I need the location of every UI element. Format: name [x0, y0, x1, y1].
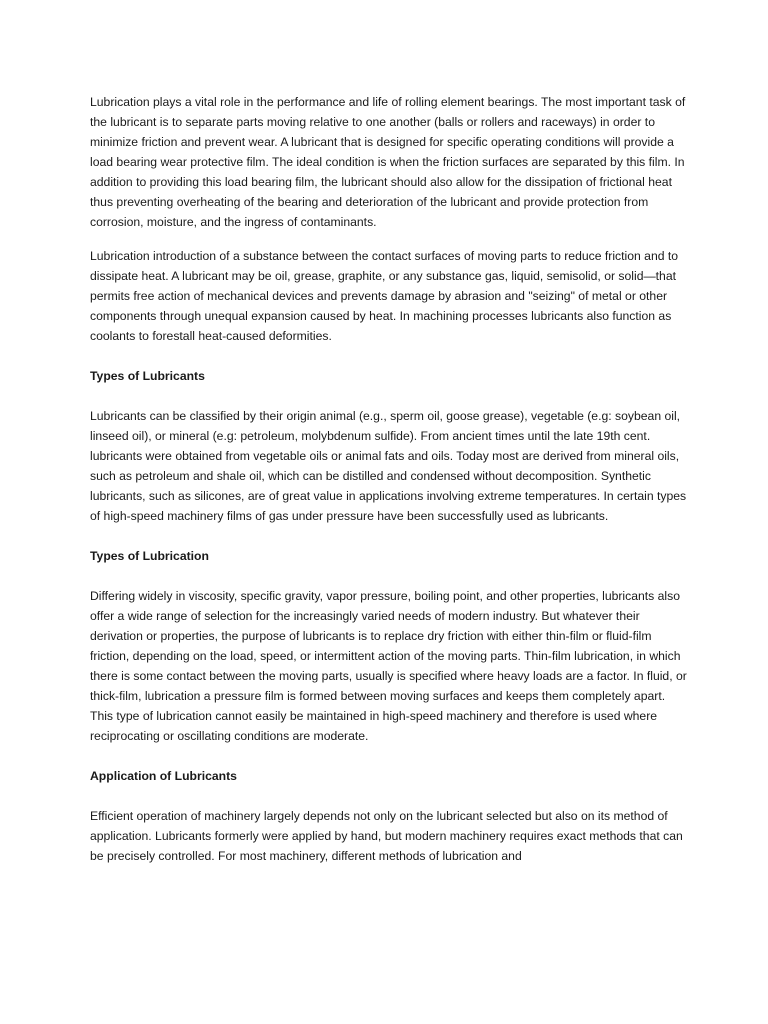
heading-types-of-lubrication: Types of Lubrication: [90, 549, 209, 563]
heading-types-of-lubricants: Types of Lubricants: [90, 369, 205, 383]
paragraph-lubricant-application: Efficient operation of machinery largely depends not only on the lubricant selected but also on its method of application. Lubricants formerly were applied by hand, but modern machinery requires exact methods that can be precisely controlled. For most machinery, different methods of lubrication and: [90, 809, 683, 863]
paragraph-lubricant-classification: Lubricants can be classified by their origin animal (e.g., sperm oil, goose grease), vegetable (e.g: soybean oil, linseed oil), or mineral (e.g: petroleum, molybdenum sulfide). From ancient times until the late 19th cent. lubricants were obtained from vegetable oils or animal fats and oils. Today most are derived from mineral oils, such as petroleum and shale oil, which can be distilled and condensed without decomposition. Synthetic lubricants, such as silicones, are of great value in applications involving extreme temperatures. In certain types of high-speed machinery films of gas under pressure have been successfully used as lubricants.: [90, 409, 687, 523]
document-page: [90, 92, 690, 880]
paragraph-lubrication-definition: Lubrication introduction of a substance between the contact surfaces of moving parts to reduce friction and to dissipate heat. A lubricant may be oil, grease, graphite, or any substance gas, liquid, semisolid, or solid—that permits free action of mechanical devices and prevents damage by abrasion and "seizing" of metal or other components through unequal expansion caused by heat. In machining processes lubricants also function as coolants to forestall heat-caused deformities.: [90, 249, 679, 343]
paragraph-lubrication-types: Differing widely in viscosity, specific gravity, vapor pressure, boiling point, and other properties, lubricants also offer a wide range of selection for the increasingly varied needs of modern industry. But whatever their derivation or properties, the purpose of lubricants is to replace dry friction with either thin-film or fluid-film friction, depending on the load, speed, or intermittent action of the moving parts. Thin-film lubrication, in which there is some contact between the moving parts, usually is specified where heavy loads are a factor. In fluid, or thick-film, lubrication a pressure film is formed between moving surfaces and keeps them completely apart. This type of lubrication cannot easily be maintained in high-speed machinery and therefore is used where reciprocating or oscillating conditions are moderate.: [90, 589, 687, 743]
paragraph-bearing-lubrication: Lubrication plays a vital role in the performance and life of rolling element bearings. The most important task of the lubricant is to separate parts moving relative to one another (balls or rollers and raceways) in order to minimize friction and prevent wear. A lubricant that is designed for specific operating conditions will provide a load bearing wear protective film. The ideal condition is when the friction surfaces are separated by this film. In addition to providing this load bearing film, the lubricant should also allow for the dissipation of frictional heat thus preventing overheating of the bearing and deterioration of the lubricant and provide protection from corrosion, moisture, and the ingress of contaminants.: [90, 95, 686, 229]
heading-application-of-lubricants: Application of Lubricants: [90, 769, 237, 783]
